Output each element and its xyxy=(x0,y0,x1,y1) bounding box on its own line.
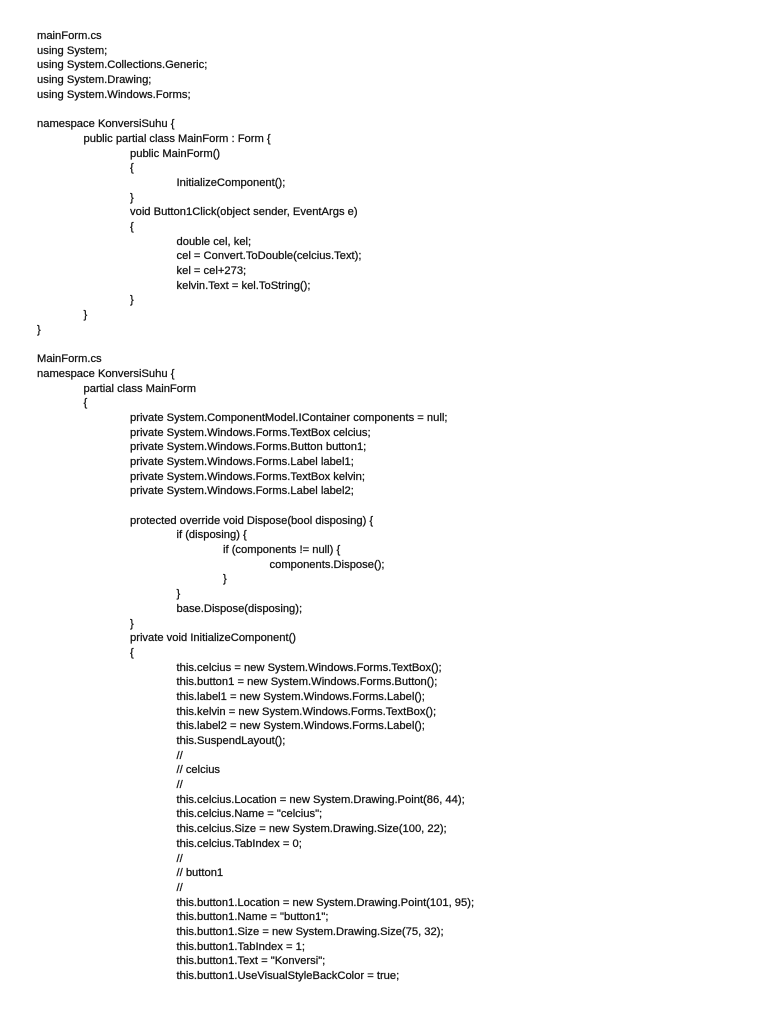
code-line-text: protected override void Dispose(bool disposing) { xyxy=(130,514,374,527)
code-line xyxy=(37,719,758,734)
code-line xyxy=(37,910,758,925)
code-line-text: // xyxy=(176,852,183,865)
code-line xyxy=(37,88,758,103)
code-line xyxy=(37,807,758,822)
code-line xyxy=(37,249,758,264)
code-line xyxy=(37,382,758,397)
code-line-text: this.button1.Size = new System.Drawing.Size(75, 32); xyxy=(176,925,444,938)
code-line xyxy=(37,852,758,867)
code-line xyxy=(37,235,758,250)
code-line-text: cel = Convert.ToDouble(celcius.Text); xyxy=(176,250,362,263)
code-line-text: } xyxy=(130,617,134,630)
code-line xyxy=(37,44,758,59)
code-line xyxy=(37,763,758,778)
code-line-text: using System; xyxy=(37,44,108,57)
code-line xyxy=(37,675,758,690)
code-line xyxy=(37,661,758,676)
code-line xyxy=(37,514,758,529)
code-document xyxy=(37,29,758,984)
code-line-text: public MainForm() xyxy=(130,147,221,160)
code-line-text: } xyxy=(176,588,181,601)
code-line xyxy=(37,881,758,896)
code-line xyxy=(37,191,758,206)
code-line-text: } xyxy=(130,191,134,204)
code-line-text: // xyxy=(176,749,183,762)
code-line-text: private void InitializeComponent() xyxy=(130,632,297,645)
code-line-text: if (components != null) { xyxy=(223,544,341,557)
code-line-text: this.button1.TabIndex = 1; xyxy=(176,940,305,953)
code-line xyxy=(37,396,758,411)
code-line-text: namespace KonversiSuhu { xyxy=(37,118,175,131)
code-line-text: this.celcius.TabIndex = 0; xyxy=(176,837,302,850)
code-line xyxy=(37,940,758,955)
code-line xyxy=(37,411,758,426)
code-line-text: // celcius xyxy=(176,764,221,777)
code-line-text: using System.Collections.Generic; xyxy=(37,59,208,72)
code-line-text: mainForm.cs xyxy=(37,30,102,42)
blank-line xyxy=(37,337,758,352)
code-line xyxy=(37,293,758,308)
code-line-text: using System.Drawing; xyxy=(37,74,152,87)
blank-line xyxy=(37,102,758,117)
code-line xyxy=(37,558,758,573)
code-line xyxy=(37,587,758,602)
code-line-text: this.button1.Text = "Konversi"; xyxy=(176,955,326,968)
code-line-text: private System.Windows.Forms.Label label2; xyxy=(130,485,354,498)
code-line xyxy=(37,308,758,323)
code-line xyxy=(37,866,758,881)
code-line xyxy=(37,323,758,338)
code-line-text: this.celcius = new System.Windows.Forms.TextBox(); xyxy=(176,661,442,674)
code-line-text: this.button1.UseVisualStyleBackColor = true; xyxy=(176,970,400,982)
code-line-text: this.kelvin = new System.Windows.Forms.TextBox(); xyxy=(176,705,437,718)
code-line xyxy=(37,176,758,191)
code-line xyxy=(37,279,758,294)
code-line-text: partial class MainForm xyxy=(83,382,197,395)
code-line-text: InitializeComponent(); xyxy=(176,176,286,189)
code-line xyxy=(37,132,758,147)
code-line-text: this.button1.Name = "button1"; xyxy=(176,911,329,924)
code-line xyxy=(37,117,758,132)
code-line-text: using System.Windows.Forms; xyxy=(37,88,191,101)
code-line xyxy=(37,705,758,720)
code-line-text: this.celcius.Location = new System.Drawing.Point(86, 44); xyxy=(176,793,465,806)
code-line xyxy=(37,690,758,705)
code-line-text: MainForm.cs xyxy=(37,353,102,366)
code-line xyxy=(37,837,758,852)
code-line-text: } xyxy=(83,309,88,322)
code-line-text: this.celcius.Name = "celcius"; xyxy=(176,808,323,821)
code-line-text: { xyxy=(130,162,134,175)
code-line xyxy=(37,602,758,617)
code-line-text: private System.Windows.Forms.Label label1; xyxy=(130,455,354,468)
code-line xyxy=(37,367,758,382)
code-line-text: } xyxy=(223,573,227,586)
code-line xyxy=(37,749,758,764)
code-line xyxy=(37,793,758,808)
code-line-text: kelvin.Text = kel.ToString(); xyxy=(176,279,311,292)
code-line-text: private System.Windows.Forms.Button button1; xyxy=(130,441,367,454)
code-line-text: public partial class MainForm : Form { xyxy=(83,132,271,145)
code-line-text: private System.Windows.Forms.TextBox kelvin; xyxy=(130,470,366,483)
code-line xyxy=(37,734,758,749)
code-line xyxy=(37,29,758,44)
code-line-text: { xyxy=(130,220,134,233)
code-line-text: private System.Windows.Forms.TextBox celcius; xyxy=(130,426,371,439)
code-line-text: } xyxy=(130,294,134,307)
code-line xyxy=(37,440,758,455)
code-line xyxy=(37,264,758,279)
code-line-text: this.button1 = new System.Windows.Forms.Button(); xyxy=(176,676,438,689)
code-line xyxy=(37,572,758,587)
code-line xyxy=(37,73,758,88)
code-line-text: this.celcius.Size = new System.Drawing.Size(100, 22); xyxy=(176,823,447,836)
code-line xyxy=(37,147,758,162)
code-line xyxy=(37,470,758,485)
code-line xyxy=(37,822,758,837)
code-line xyxy=(37,205,758,220)
code-line-text: } xyxy=(37,323,41,336)
code-line xyxy=(37,455,758,470)
code-line xyxy=(37,161,758,176)
code-line-text: this.label1 = new System.Windows.Forms.Label(); xyxy=(176,690,425,703)
code-line xyxy=(37,646,758,661)
code-line-text: void Button1Click(object sender, EventArgs e) xyxy=(130,206,358,219)
code-line-text: { xyxy=(130,646,134,659)
code-line-text: // xyxy=(176,779,183,792)
code-line-text: if (disposing) { xyxy=(176,529,247,542)
code-line xyxy=(37,778,758,793)
code-line xyxy=(37,925,758,940)
code-line xyxy=(37,484,758,499)
code-line-text: this.SuspendLayout(); xyxy=(176,735,286,747)
code-line xyxy=(37,352,758,367)
code-line xyxy=(37,426,758,441)
code-line xyxy=(37,58,758,73)
code-line-text: components.Dispose(); xyxy=(269,558,385,571)
code-line-text: base.Dispose(disposing); xyxy=(176,602,303,615)
code-line xyxy=(37,631,758,646)
code-line xyxy=(37,896,758,911)
code-line xyxy=(37,220,758,235)
blank-line xyxy=(37,499,758,514)
code-line xyxy=(37,954,758,969)
code-line xyxy=(37,969,758,984)
code-line-text: this.label2 = new System.Windows.Forms.Label(); xyxy=(176,720,425,733)
code-line xyxy=(37,528,758,543)
code-line-text: { xyxy=(83,397,88,410)
code-line-text: namespace KonversiSuhu { xyxy=(37,367,175,380)
code-line-text: kel = cel+273; xyxy=(176,265,247,277)
code-line-text: // xyxy=(176,881,183,894)
code-line-text: // button1 xyxy=(176,867,224,880)
code-line-text: double cel, kel; xyxy=(176,235,252,248)
code-line-text: this.button1.Location = new System.Drawing.Point(101, 95); xyxy=(176,896,475,909)
code-line-text: private System.ComponentModel.IContainer components = null; xyxy=(130,411,448,424)
code-line xyxy=(37,543,758,558)
code-line xyxy=(37,617,758,632)
